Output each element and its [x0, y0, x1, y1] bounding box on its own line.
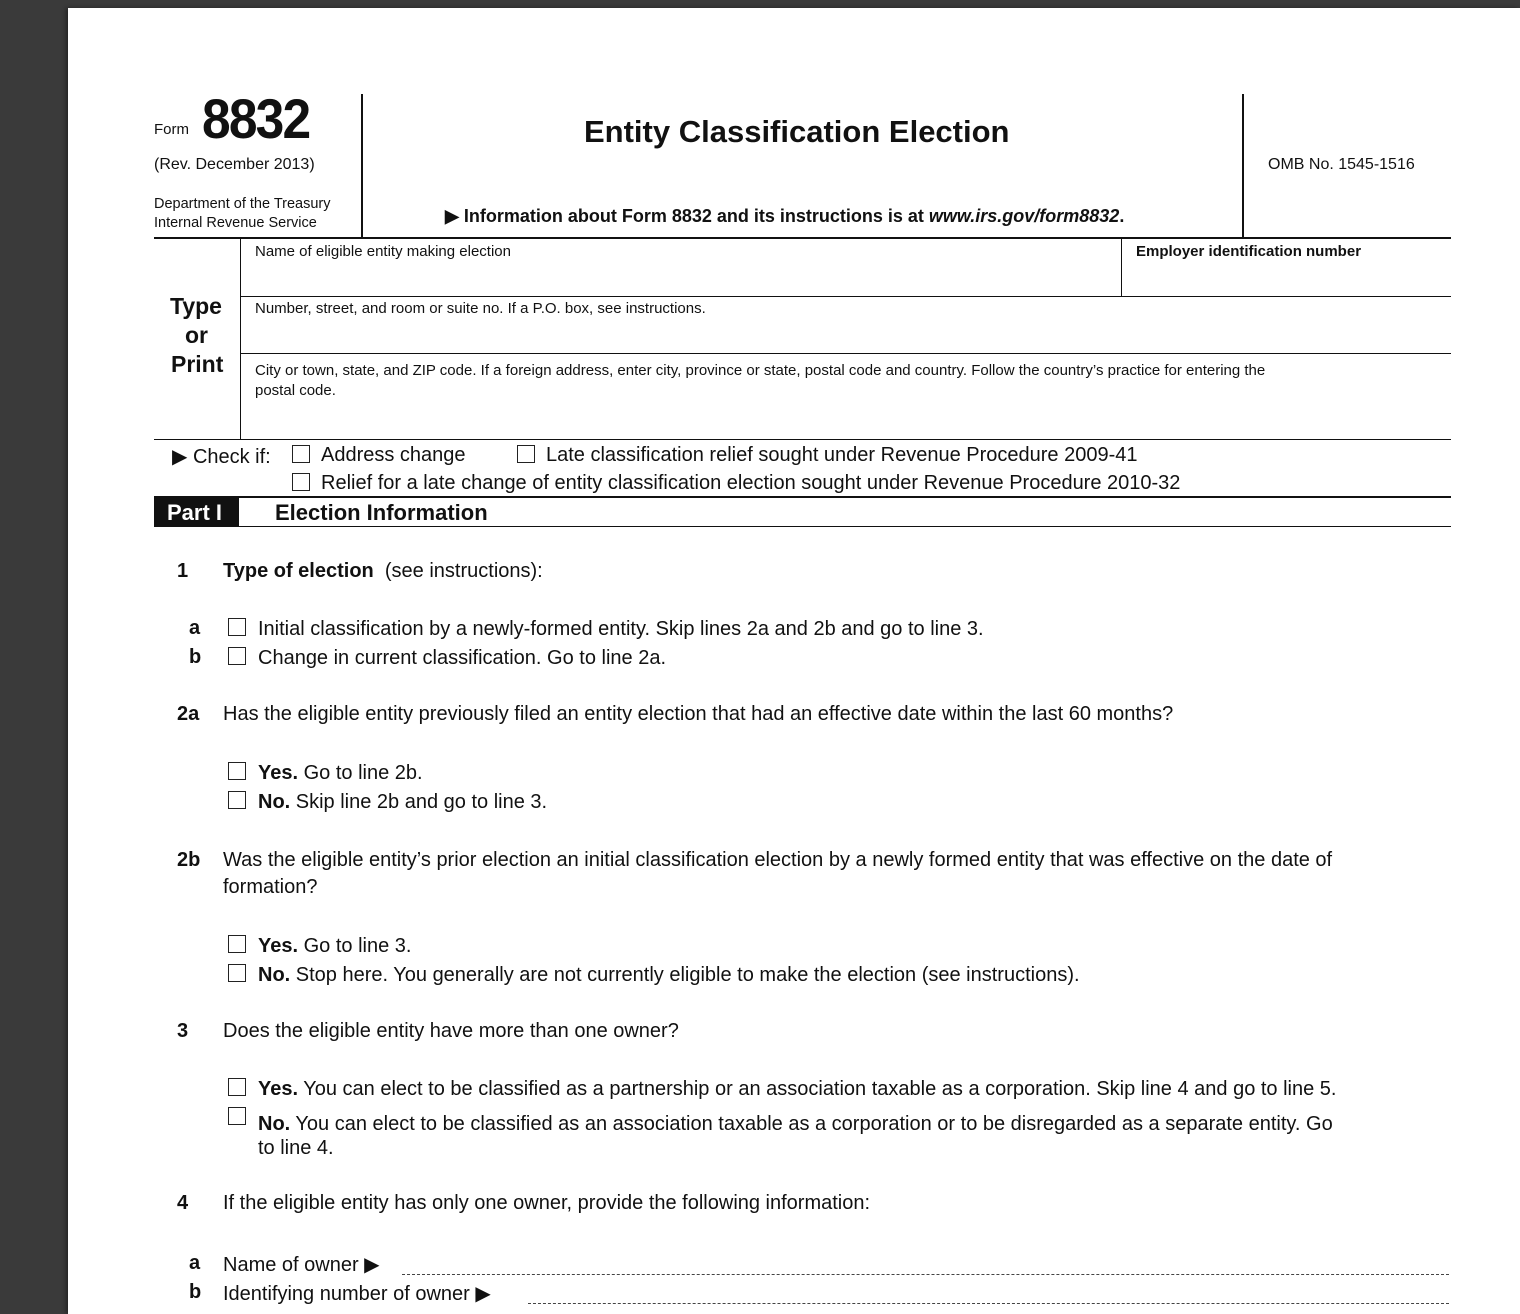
q1b-checkbox[interactable] [228, 647, 246, 665]
entity-name-field[interactable] [242, 264, 1120, 296]
q2a-no-rest: Skip line 2b and go to line 3. [290, 791, 548, 813]
q2b-yes-rest: Go to line 3. [298, 935, 412, 957]
dept-treasury: Department of the Treasury [154, 196, 331, 212]
q2b-number: 2b [177, 849, 201, 871]
q4-text: If the eligible entity has only one owner, provide the following information: [223, 1192, 871, 1214]
q2a-number: 2a [177, 703, 200, 725]
q3-yes-rest: You can elect to be classified as a partnership or an association taxable as a corporation. Skip line 4 and go to line 5. [298, 1078, 1337, 1100]
entity-name-label: Name of eligible entity making election [255, 243, 511, 260]
part1-tag: Part I [167, 500, 223, 525]
q2a-no-checkbox[interactable] [228, 791, 246, 809]
omb-number: OMB No. 1545-1516 [1268, 156, 1415, 173]
q3-no-bold: No. [258, 1113, 291, 1135]
q1b-text: Change in current classification. Go to line 2a. [258, 647, 666, 669]
q2a-no-label [258, 791, 547, 814]
form-page [68, 8, 1520, 1314]
q3-text: Does the eligible entity have more than one owner? [223, 1020, 679, 1042]
q2b-text: Was the eligible entity’s prior election an initial classification election by a newly formed entity that was effective on the date of [223, 849, 1333, 871]
type-label: Type [170, 293, 222, 319]
q4b-label: Identifying number of owner ▶ [223, 1283, 491, 1305]
check-if-label: ▶ Check if: [172, 446, 271, 468]
q3-no-rest: You can elect to be classified as an association taxable as a corporation or to be disregarded as a separate entity. Go [290, 1113, 1333, 1135]
q2b-yes-label [258, 935, 411, 958]
address-field[interactable] [242, 321, 1450, 352]
info-url[interactable]: www.irs.gov/form8832 [928, 206, 1120, 226]
print-label: Print [171, 351, 224, 377]
q2a-yes-rest: Go to line 2b. [298, 762, 423, 784]
q3-number: 3 [177, 1020, 189, 1042]
q2b-text-cont: formation? [223, 876, 318, 898]
late-change-label: Relief for a late change of entity classification election sought under Revenue Procedure 2010-32 [321, 472, 1181, 494]
form-number: 8832 [202, 87, 310, 150]
late-relief-label: Late classification relief sought under Revenue Procedure 2009-41 [546, 444, 1138, 466]
form-word: Form [154, 121, 189, 138]
address-label: Number, street, and room or suite no. If a P.O. box, see instructions. [255, 300, 706, 317]
q2a-yes-bold: Yes. [258, 762, 299, 784]
q1a-text: Initial classification by a newly-formed entity. Skip lines 2a and 2b and go to line 3. [258, 618, 984, 640]
q1-rest: (see instructions): [384, 560, 543, 582]
late-relief-checkbox[interactable] [517, 445, 535, 463]
q2b-yes-bold: Yes. [258, 935, 299, 957]
part1-title: Election Information [275, 500, 488, 525]
ein-label: Employer identification number [1136, 243, 1362, 260]
or-label: or [185, 322, 208, 348]
q3-yes-checkbox[interactable] [228, 1078, 246, 1096]
q1a-checkbox[interactable] [228, 618, 246, 636]
city-label: City or town, state, and ZIP code. If a foreign address, enter city, province or state, postal code and country. Follow the country’s practice for entering the [255, 362, 1266, 379]
q4a-label: Name of owner ▶ [223, 1254, 380, 1276]
q3-yes-label [258, 1078, 1336, 1101]
q1-bold: Type of election [223, 560, 374, 582]
q4b-letter: b [189, 1281, 202, 1303]
form-title: Entity Classification Election [584, 114, 1010, 149]
form-revision: (Rev. December 2013) [154, 156, 315, 173]
info-line [445, 206, 1124, 227]
info-period: . [1119, 206, 1125, 226]
info-text: ▶ Information about Form 8832 and its instructions is at [445, 206, 929, 226]
q2b-no-rest: Stop here. You generally are not currently eligible to make the election (see instructions). [290, 964, 1080, 986]
q2b-no-bold: No. [258, 964, 291, 986]
address-change-label: Address change [321, 444, 466, 466]
owner-id-field[interactable] [528, 1303, 1449, 1304]
q1-text [223, 560, 543, 583]
q3-no-label-cont: to line 4. [258, 1137, 334, 1159]
q4a-letter: a [189, 1252, 201, 1274]
owner-name-field[interactable] [402, 1274, 1449, 1275]
q4-number: 4 [177, 1192, 189, 1214]
ein-field[interactable] [1123, 264, 1451, 296]
q2a-yes-label [258, 762, 423, 785]
q3-no-checkbox[interactable] [228, 1107, 246, 1125]
late-change-checkbox[interactable] [292, 473, 310, 491]
q2a-yes-checkbox[interactable] [228, 762, 246, 780]
q3-no-label [258, 1113, 1333, 1136]
city-field[interactable] [242, 403, 1450, 439]
q3-yes-bold: Yes. [258, 1078, 299, 1100]
city-label-cont: postal code. [255, 382, 336, 399]
q1a-letter: a [189, 617, 201, 639]
irs-name: Internal Revenue Service [154, 215, 317, 231]
q2b-no-checkbox[interactable] [228, 964, 246, 982]
q1b-letter: b [189, 646, 202, 668]
q2a-text: Has the eligible entity previously filed an entity election that had an effective date within the last 60 months? [223, 703, 1174, 725]
q2b-no-label [258, 964, 1080, 987]
q1-number: 1 [177, 560, 189, 582]
q2a-no-bold: No. [258, 791, 291, 813]
q2b-yes-checkbox[interactable] [228, 935, 246, 953]
address-change-checkbox[interactable] [292, 445, 310, 463]
